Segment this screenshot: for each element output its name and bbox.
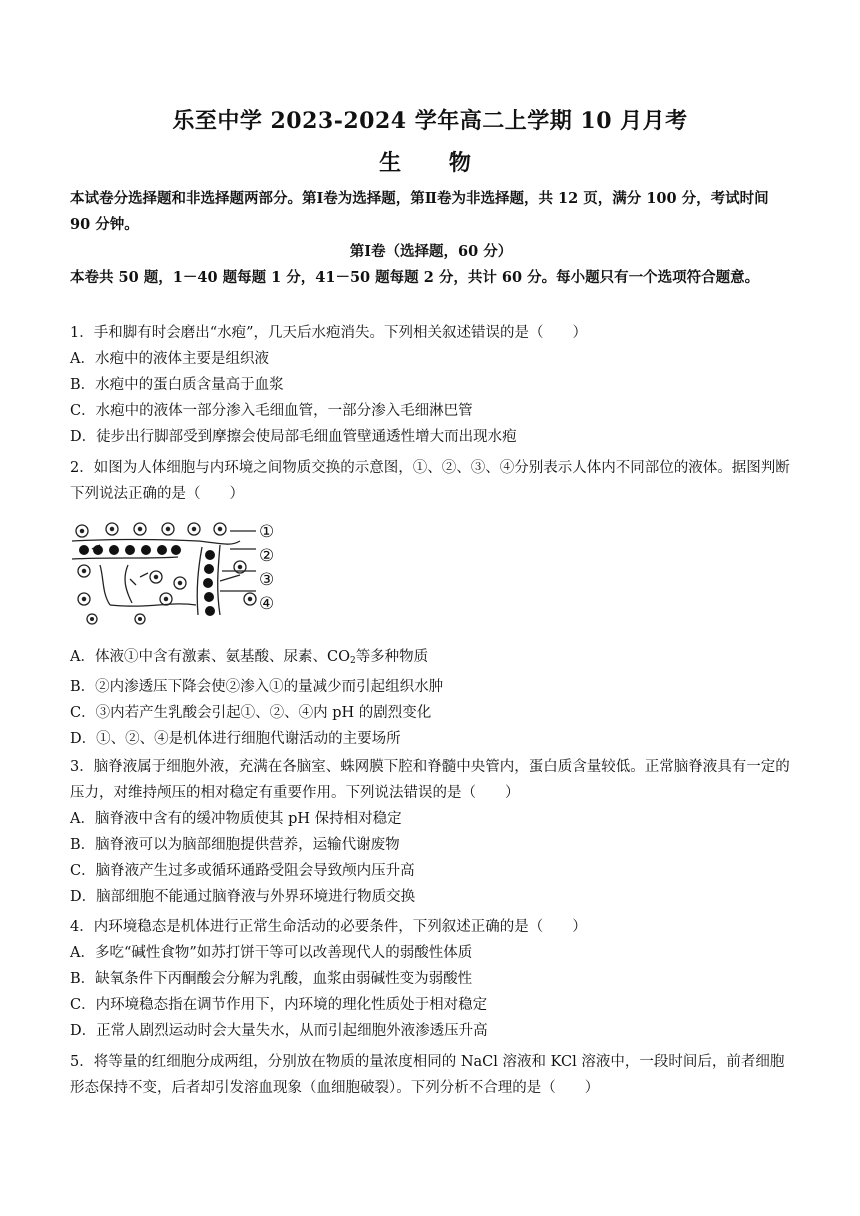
option-b: B．缺氧条件下丙酮酸会分解为乳酸，血浆由弱碱性变为弱酸性 <box>70 971 473 987</box>
question-3 <box>70 754 792 910</box>
section-heading: 第Ⅰ卷（选择题，60 分） <box>349 243 513 260</box>
exam-title: 乐至中学 2023-2024 学年高二上学期 10 月月考 <box>172 108 688 134</box>
question-stem: 4．内环境稳态是机体进行正常生命活动的必要条件，下列叙述正确的是（ ） <box>70 919 587 935</box>
question-2-stem: 2．如图为人体细胞与内环境之间物质交换的示意图，①、②、③、④分别表示人体内不同部位的液体。据图判断下列说法正确的是（ ） <box>70 460 790 502</box>
body-fluid-exchange-diagram <box>70 519 282 625</box>
option-b: B．②内渗透压下降会使②渗入①的量减少而引起组织水肿 <box>70 679 444 695</box>
option-b: B．水疱中的蛋白质含量高于血浆 <box>70 377 284 393</box>
question-stem: 3．脑脊液属于细胞外液，充满在各脑室、蛛网膜下腔和脊髓中央管内，蛋白质含量较低。正常脑脊液具有一定的压力，对维持颅压的相对稳定有重要作用。下列说法错误的是（ ） <box>70 759 790 801</box>
option-d: D．①、②、④是机体进行细胞代谢活动的主要场所 <box>70 731 401 747</box>
option-a: A．脑脊液中含有的缓冲物质使其 pH 保持相对稳定 <box>70 811 402 827</box>
option-d: D．徒步出行脚部受到摩擦会使局部毛细血管壁通透性增大而出现水疱 <box>70 429 517 445</box>
question-2-options <box>70 644 792 752</box>
subject-title: 生 物 <box>379 150 491 176</box>
option-a: A．多吃“碱性食物”如苏打饼干等可以改善现代人的弱酸性体质 <box>70 945 473 961</box>
question-5 <box>70 1049 792 1101</box>
question-4 <box>70 914 792 1044</box>
option-b: B．脑脊液可以为脑部细胞提供营养，运输代谢废物 <box>70 837 400 853</box>
option-c: C．内环境稳态指在调节作用下，内环境的理化性质处于相对稳定 <box>70 997 488 1013</box>
question-1 <box>70 320 792 450</box>
option-c: C．水疱中的液体一部分渗入毛细血管，一部分渗入毛细淋巴管 <box>70 403 473 419</box>
figure-label-1: ① <box>259 522 275 542</box>
option-c: C．③内若产生乳酸会引起①、②、④内 pH 的剧烈变化 <box>70 705 432 721</box>
question-stem: 1．手和脚有时会磨出“水疱”，几天后水疱消失。下列相关叙述错误的是（ ） <box>70 325 588 341</box>
figure-label-4: ④ <box>259 594 275 614</box>
option-a: A．体液①中含有激素、氨基酸、尿素、$CO_2$等多种物质 <box>70 649 429 666</box>
option-c: C．脑脊液产生过多或循环通路受阻会导致颅内压升高 <box>70 863 415 879</box>
section-instructions: 本卷共 50 题，1－40 题每题 1 分，41－50 题每题 2 分，共计 60 分。每小题只有一个选项符合题意。 <box>70 269 760 286</box>
question-stem: 5．将等量的红细胞分成两组，分别放在物质的量浓度相同的 NaCl 溶液和 KCl 溶液中，一段时间后，前者细胞形态保持不变，后者却引发溶血现象（血细胞破裂）。下列分析不合理的是（ ） <box>70 1054 785 1096</box>
option-d: D．正常人剧烈运动时会大量失水，从而引起细胞外液渗透压升高 <box>70 1023 488 1039</box>
figure-label-3: ③ <box>259 570 275 590</box>
exam-intro: 本试卷分选择题和非选择题两部分。第Ⅰ卷为选择题，第Ⅱ卷为非选择题，共 12 页，满分 100 分，考试时间 90 分钟。 <box>70 190 769 233</box>
option-a: A．水疱中的液体主要是组织液 <box>70 351 269 367</box>
option-d: D．脑部细胞不能通过脑脊液与外界环境进行物质交换 <box>70 889 416 905</box>
figure-label-2: ② <box>259 546 275 566</box>
